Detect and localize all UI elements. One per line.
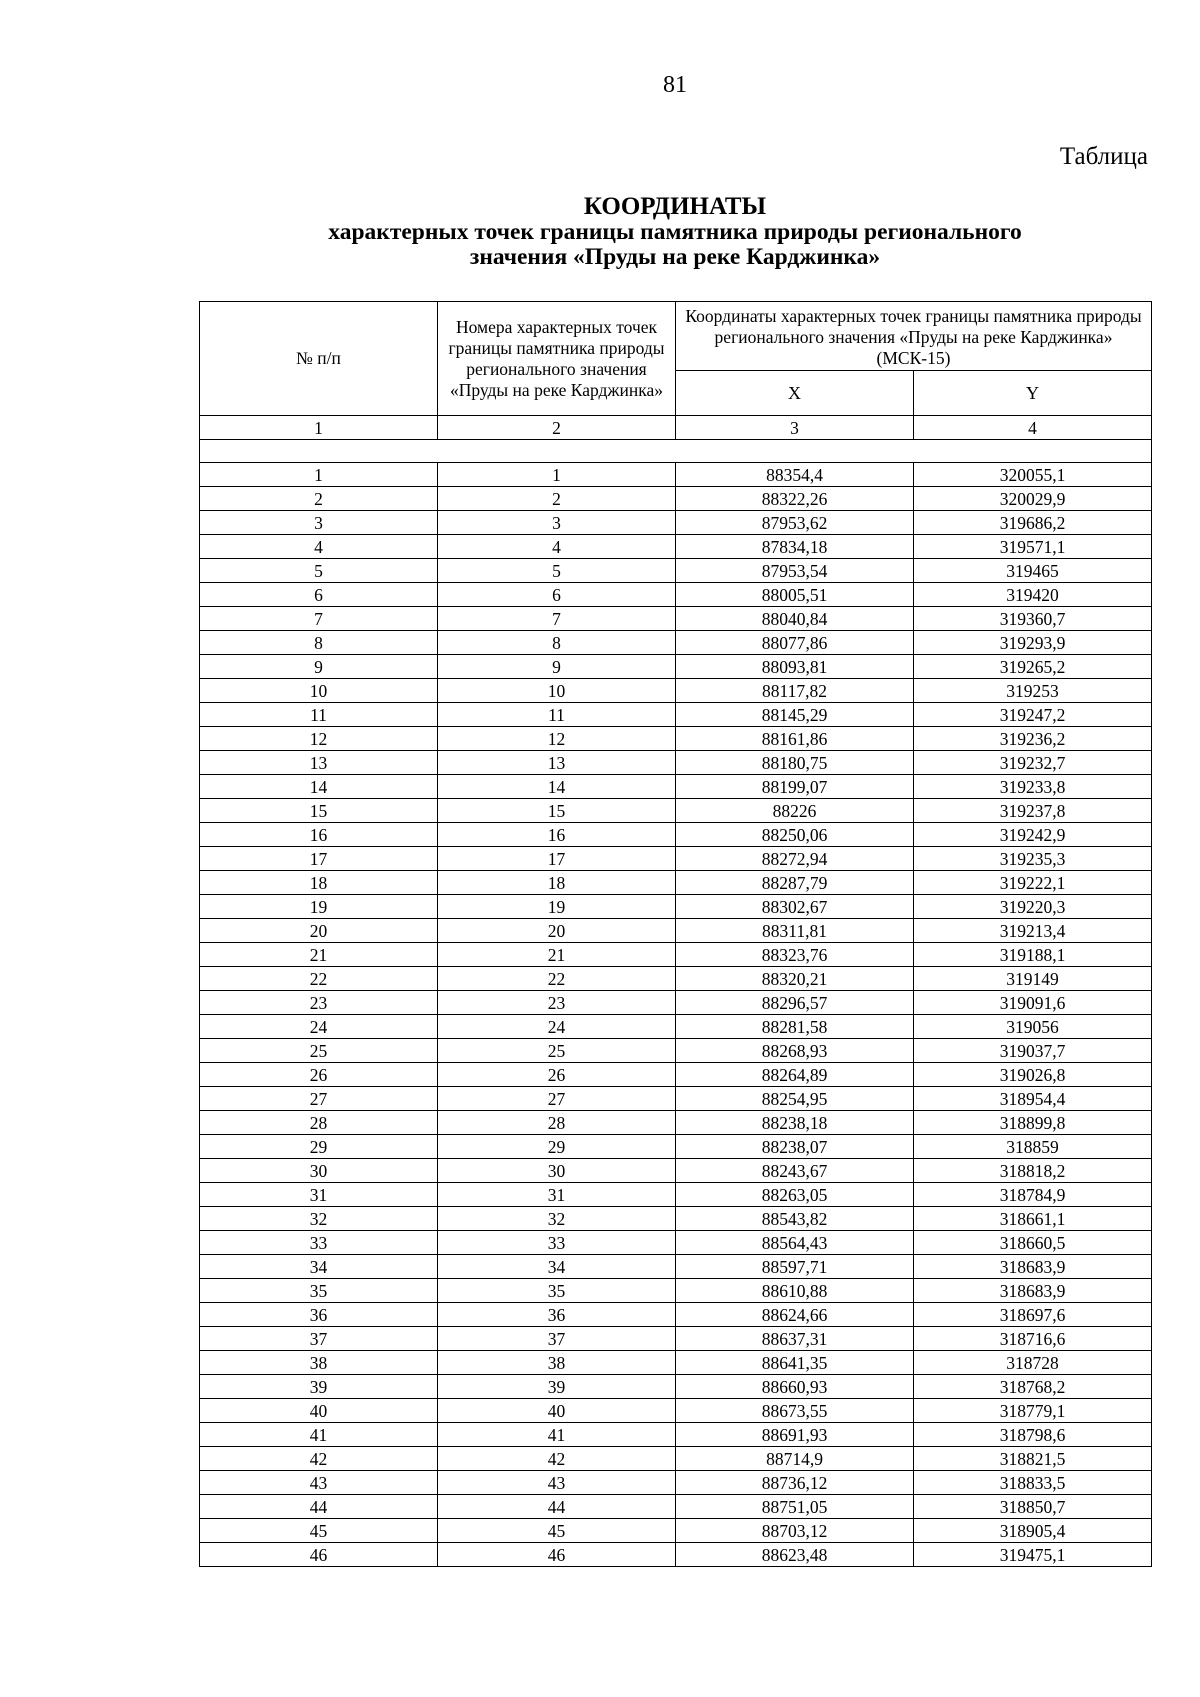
cell-row-number: 43: [200, 1471, 438, 1495]
cell-y: 319091,6: [914, 991, 1152, 1015]
table-row: [200, 655, 1152, 679]
cell-row-number: 25: [200, 1039, 438, 1063]
table-row: [200, 607, 1152, 631]
cell-y: 318683,9: [914, 1255, 1152, 1279]
header-point-number: Номера характерных точек границы памятника природы регионального значения «Пруды на реке Карджинка»: [438, 302, 676, 416]
cell-row-number: 4: [200, 535, 438, 559]
table-row: [200, 631, 1152, 655]
cell-x: 88543,82: [676, 1207, 914, 1231]
column-number-4: 4: [914, 416, 1152, 440]
table-row: [200, 1087, 1152, 1111]
cell-y: 319420: [914, 583, 1152, 607]
table-row: [200, 511, 1152, 535]
cell-x: 88323,76: [676, 943, 914, 967]
table-row: [200, 1279, 1152, 1303]
cell-row-number: 36: [200, 1303, 438, 1327]
cell-point-number: 17: [438, 847, 676, 871]
table-row: [200, 895, 1152, 919]
cell-row-number: 37: [200, 1327, 438, 1351]
cell-x: 88264,89: [676, 1063, 914, 1087]
cell-x: 88751,05: [676, 1495, 914, 1519]
table-row: [200, 1495, 1152, 1519]
table-header: [200, 302, 1152, 463]
cell-y: 320055,1: [914, 463, 1152, 487]
cell-y: 318683,9: [914, 1279, 1152, 1303]
cell-point-number: 13: [438, 751, 676, 775]
cell-point-number: 46: [438, 1543, 676, 1567]
table-row: [200, 1063, 1152, 1087]
cell-row-number: 29: [200, 1135, 438, 1159]
cell-y: 319465: [914, 559, 1152, 583]
cell-row-number: 33: [200, 1231, 438, 1255]
title-line-3: значения «Пруды на реке Карджинка»: [469, 244, 881, 270]
cell-y: 318728: [914, 1351, 1152, 1375]
cell-row-number: 31: [200, 1183, 438, 1207]
table-row: [200, 1231, 1152, 1255]
cell-y: 319293,9: [914, 631, 1152, 655]
cell-row-number: 45: [200, 1519, 438, 1543]
cell-y: 319037,7: [914, 1039, 1152, 1063]
cell-y: 319360,7: [914, 607, 1152, 631]
cell-point-number: 9: [438, 655, 676, 679]
cell-y: 318768,2: [914, 1375, 1152, 1399]
cell-point-number: 18: [438, 871, 676, 895]
table-row: [200, 1303, 1152, 1327]
table-row: [200, 847, 1152, 871]
cell-row-number: 35: [200, 1279, 438, 1303]
table-row: [200, 1543, 1152, 1567]
table-row: [200, 535, 1152, 559]
cell-point-number: 37: [438, 1327, 676, 1351]
cell-y: 319220,3: [914, 895, 1152, 919]
cell-row-number: 20: [200, 919, 438, 943]
table-row: [200, 1327, 1152, 1351]
cell-x: 88272,94: [676, 847, 914, 871]
cell-point-number: 21: [438, 943, 676, 967]
cell-x: 88238,07: [676, 1135, 914, 1159]
table-row: [200, 583, 1152, 607]
cell-y: 319265,2: [914, 655, 1152, 679]
cell-row-number: 28: [200, 1111, 438, 1135]
cell-x: 87953,54: [676, 559, 914, 583]
table-row: [200, 943, 1152, 967]
cell-y: 319475,1: [914, 1543, 1152, 1567]
cell-row-number: 15: [200, 799, 438, 823]
cell-x: 88268,93: [676, 1039, 914, 1063]
cell-point-number: 34: [438, 1255, 676, 1279]
cell-point-number: 36: [438, 1303, 676, 1327]
cell-y: 318716,6: [914, 1327, 1152, 1351]
cell-row-number: 27: [200, 1087, 438, 1111]
table-row: [200, 751, 1152, 775]
table-row: [200, 967, 1152, 991]
cell-point-number: 27: [438, 1087, 676, 1111]
cell-point-number: 2: [438, 487, 676, 511]
cell-point-number: 3: [438, 511, 676, 535]
cell-point-number: 4: [438, 535, 676, 559]
cell-x: 88093,81: [676, 655, 914, 679]
cell-y: 319235,3: [914, 847, 1152, 871]
cell-y: 318954,4: [914, 1087, 1152, 1111]
header-coordinates: Координаты характерных точек границы памятника природы регионального значения «Пруды на реке Карджинка» (МСК-15): [676, 302, 1152, 371]
cell-point-number: 28: [438, 1111, 676, 1135]
cell-point-number: 44: [438, 1495, 676, 1519]
cell-x: 88660,93: [676, 1375, 914, 1399]
table-row: [200, 1423, 1152, 1447]
cell-point-number: 38: [438, 1351, 676, 1375]
cell-row-number: 1: [200, 463, 438, 487]
table-row: [200, 919, 1152, 943]
cell-y: 318660,5: [914, 1231, 1152, 1255]
cell-y: 318905,4: [914, 1519, 1152, 1543]
cell-point-number: 1: [438, 463, 676, 487]
cell-x: 88296,57: [676, 991, 914, 1015]
cell-x: 88254,95: [676, 1087, 914, 1111]
cell-row-number: 26: [200, 1063, 438, 1087]
cell-point-number: 42: [438, 1447, 676, 1471]
cell-x: 88736,12: [676, 1471, 914, 1495]
cell-x: 88199,07: [676, 775, 914, 799]
cell-row-number: 24: [200, 1015, 438, 1039]
cell-y: 319026,8: [914, 1063, 1152, 1087]
cell-y: 318859: [914, 1135, 1152, 1159]
cell-x: 88161,86: [676, 727, 914, 751]
cell-x: 88597,71: [676, 1255, 914, 1279]
cell-row-number: 5: [200, 559, 438, 583]
cell-y: 319232,7: [914, 751, 1152, 775]
cell-x: 88040,84: [676, 607, 914, 631]
table-row: [200, 1039, 1152, 1063]
coordinates-table: [199, 301, 1152, 1567]
cell-x: 88714,9: [676, 1447, 914, 1471]
table-row: [200, 1447, 1152, 1471]
table-label: Таблица: [1059, 143, 1148, 170]
cell-x: 88623,48: [676, 1543, 914, 1567]
cell-x: 88180,75: [676, 751, 914, 775]
header-y: Y: [914, 371, 1152, 416]
cell-y: 318779,1: [914, 1399, 1152, 1423]
cell-y: 318850,7: [914, 1495, 1152, 1519]
table-row: [200, 1015, 1152, 1039]
cell-y: 318833,5: [914, 1471, 1152, 1495]
table-row: [200, 1471, 1152, 1495]
cell-point-number: 25: [438, 1039, 676, 1063]
cell-y: 319686,2: [914, 511, 1152, 535]
table-row: [200, 1207, 1152, 1231]
column-number-3: 3: [676, 416, 914, 440]
cell-x: 88624,66: [676, 1303, 914, 1327]
cell-y: 319247,2: [914, 703, 1152, 727]
cell-y: 319571,1: [914, 535, 1152, 559]
table-row: [200, 1255, 1152, 1279]
cell-row-number: 7: [200, 607, 438, 631]
cell-y: 318661,1: [914, 1207, 1152, 1231]
column-number-1: 1: [200, 416, 438, 440]
cell-y: 319149: [914, 967, 1152, 991]
cell-point-number: 8: [438, 631, 676, 655]
cell-point-number: 33: [438, 1231, 676, 1255]
cell-row-number: 13: [200, 751, 438, 775]
cell-x: 88117,82: [676, 679, 914, 703]
cell-row-number: 11: [200, 703, 438, 727]
cell-x: 88610,88: [676, 1279, 914, 1303]
cell-point-number: 31: [438, 1183, 676, 1207]
table-row: [200, 1159, 1152, 1183]
cell-point-number: 23: [438, 991, 676, 1015]
cell-x: 88243,67: [676, 1159, 914, 1183]
cell-point-number: 35: [438, 1279, 676, 1303]
cell-point-number: 30: [438, 1159, 676, 1183]
cell-y: 319213,4: [914, 919, 1152, 943]
cell-row-number: 38: [200, 1351, 438, 1375]
cell-x: 87953,62: [676, 511, 914, 535]
header-row-number: № п/п: [200, 302, 438, 416]
cell-point-number: 41: [438, 1423, 676, 1447]
cell-point-number: 10: [438, 679, 676, 703]
document-title: [180, 193, 1170, 270]
table-row: [200, 775, 1152, 799]
cell-row-number: 14: [200, 775, 438, 799]
page-number: 81: [663, 72, 687, 98]
table-row: [200, 727, 1152, 751]
cell-point-number: 6: [438, 583, 676, 607]
cell-point-number: 45: [438, 1519, 676, 1543]
cell-y: 319253: [914, 679, 1152, 703]
table-row: [200, 1183, 1152, 1207]
cell-row-number: 23: [200, 991, 438, 1015]
table-row: [200, 871, 1152, 895]
cell-point-number: 26: [438, 1063, 676, 1087]
cell-x: 88226: [676, 799, 914, 823]
cell-row-number: 8: [200, 631, 438, 655]
cell-row-number: 2: [200, 487, 438, 511]
cell-y: 319222,1: [914, 871, 1152, 895]
table-row: [200, 487, 1152, 511]
cell-x: 88703,12: [676, 1519, 914, 1543]
cell-y: 318798,6: [914, 1423, 1152, 1447]
table-row: [200, 1135, 1152, 1159]
table-row: [200, 559, 1152, 583]
cell-point-number: 11: [438, 703, 676, 727]
cell-row-number: 41: [200, 1423, 438, 1447]
table-row: [200, 1375, 1152, 1399]
table-row: [200, 799, 1152, 823]
table-row: [200, 1519, 1152, 1543]
cell-x: 88673,55: [676, 1399, 914, 1423]
cell-x: 88287,79: [676, 871, 914, 895]
cell-point-number: 22: [438, 967, 676, 991]
cell-x: 88564,43: [676, 1231, 914, 1255]
cell-row-number: 44: [200, 1495, 438, 1519]
cell-row-number: 22: [200, 967, 438, 991]
cell-x: 88250,06: [676, 823, 914, 847]
cell-y: 318821,5: [914, 1447, 1152, 1471]
title-line-2: характерных точек границы памятника природы регионального: [328, 219, 1022, 245]
cell-row-number: 12: [200, 727, 438, 751]
cell-row-number: 19: [200, 895, 438, 919]
blank-cell: [200, 440, 1152, 463]
cell-y: 318899,8: [914, 1111, 1152, 1135]
cell-x: 87834,18: [676, 535, 914, 559]
cell-point-number: 24: [438, 1015, 676, 1039]
table-row: [200, 823, 1152, 847]
cell-point-number: 43: [438, 1471, 676, 1495]
cell-row-number: 40: [200, 1399, 438, 1423]
cell-x: 88263,05: [676, 1183, 914, 1207]
cell-y: 319056: [914, 1015, 1152, 1039]
cell-x: 88641,35: [676, 1351, 914, 1375]
cell-x: 88320,21: [676, 967, 914, 991]
cell-x: 88281,58: [676, 1015, 914, 1039]
table-row: [200, 1351, 1152, 1375]
cell-row-number: 3: [200, 511, 438, 535]
cell-row-number: 21: [200, 943, 438, 967]
table-body: [200, 463, 1152, 1567]
cell-x: 88302,67: [676, 895, 914, 919]
table-row: [200, 1111, 1152, 1135]
cell-point-number: 20: [438, 919, 676, 943]
cell-y: 319237,8: [914, 799, 1152, 823]
cell-row-number: 34: [200, 1255, 438, 1279]
cell-row-number: 46: [200, 1543, 438, 1567]
cell-row-number: 6: [200, 583, 438, 607]
cell-y: 319188,1: [914, 943, 1152, 967]
cell-y: 319236,2: [914, 727, 1152, 751]
cell-point-number: 32: [438, 1207, 676, 1231]
cell-point-number: 29: [438, 1135, 676, 1159]
cell-row-number: 42: [200, 1447, 438, 1471]
cell-x: 88637,31: [676, 1327, 914, 1351]
cell-y: 318818,2: [914, 1159, 1152, 1183]
cell-x: 88354,4: [676, 463, 914, 487]
cell-row-number: 30: [200, 1159, 438, 1183]
cell-y: 320029,9: [914, 487, 1152, 511]
cell-point-number: 39: [438, 1375, 676, 1399]
cell-point-number: 7: [438, 607, 676, 631]
cell-point-number: 5: [438, 559, 676, 583]
cell-point-number: 14: [438, 775, 676, 799]
cell-row-number: 17: [200, 847, 438, 871]
cell-row-number: 16: [200, 823, 438, 847]
cell-x: 88077,86: [676, 631, 914, 655]
cell-x: 88322,26: [676, 487, 914, 511]
table-row: [200, 463, 1152, 487]
table-row: [200, 1399, 1152, 1423]
table-row: [200, 703, 1152, 727]
cell-row-number: 10: [200, 679, 438, 703]
table-row: [200, 991, 1152, 1015]
cell-x: 88005,51: [676, 583, 914, 607]
cell-x: 88238,18: [676, 1111, 914, 1135]
cell-y: 319242,9: [914, 823, 1152, 847]
cell-row-number: 9: [200, 655, 438, 679]
column-number-2: 2: [438, 416, 676, 440]
blank-row: [200, 440, 1152, 463]
header-x: X: [676, 371, 914, 416]
cell-x: 88145,29: [676, 703, 914, 727]
cell-row-number: 18: [200, 871, 438, 895]
cell-x: 88311,81: [676, 919, 914, 943]
cell-x: 88691,93: [676, 1423, 914, 1447]
cell-row-number: 39: [200, 1375, 438, 1399]
cell-point-number: 40: [438, 1399, 676, 1423]
cell-point-number: 15: [438, 799, 676, 823]
table-row: [200, 679, 1152, 703]
cell-y: 318697,6: [914, 1303, 1152, 1327]
cell-point-number: 12: [438, 727, 676, 751]
cell-point-number: 16: [438, 823, 676, 847]
cell-y: 318784,9: [914, 1183, 1152, 1207]
cell-point-number: 19: [438, 895, 676, 919]
cell-row-number: 32: [200, 1207, 438, 1231]
cell-y: 319233,8: [914, 775, 1152, 799]
title-line-1: КООРДИНАТЫ: [583, 193, 767, 220]
